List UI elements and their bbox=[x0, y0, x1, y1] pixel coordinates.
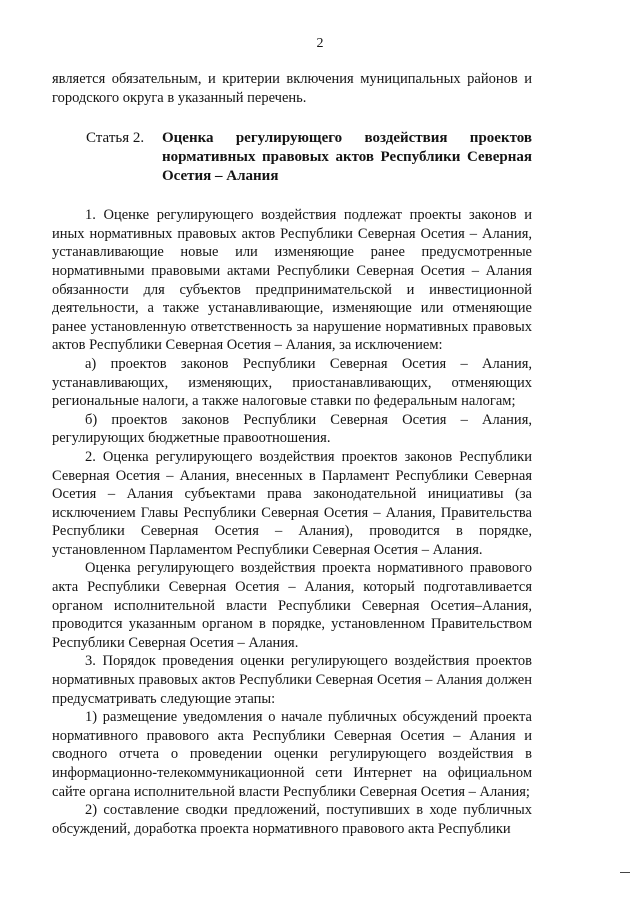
scan-mark bbox=[620, 872, 630, 873]
paragraph-2-cont: Оценка регулирующего воздействия проекта нормативного правового акта Республики Северная Осетия – Алания, который подготавливается органом исполнительной власти Республики Северная Осетия–Алания, проводится указанным органом в порядке, установленном Правительством Республики Северная Осетия – Алания. bbox=[52, 560, 532, 651]
paragraph-2: 2. Оценка регулирующего воздействия проектов законов Республики Северная Осетия – Алания, внесенных в Парламент Республики Северная Осетия – Алания субъектами права законодательной инициативы (за исключением Главы Республики Северная Осетия – Алания, Правительства Республики Северная Осетия – Алания), проводится в порядке, установленном Парламентом Республики Северная Осетия – Алания. bbox=[52, 448, 532, 558]
paragraph-continued: является обязательным, и критерии включения муниципальных районов и городского округа в указанный перечень. bbox=[52, 71, 532, 106]
paragraph-1b: б) проектов законов Республики Северная Осетия – Алания, регулирующих бюджетные правоотношения. bbox=[52, 411, 532, 447]
document-body bbox=[52, 70, 532, 838]
page-number: 2 bbox=[316, 36, 324, 51]
article-title: Оценка регулирующего воздействия проектов нормативных правовых актов Республики Северная Осетия – Алания bbox=[162, 130, 532, 185]
article-label: Статья 2. bbox=[86, 130, 145, 147]
paragraph-1: 1. Оценке регулирующего воздействия подлежат проекты законов и иных нормативных правовых актов Республики Северная Осетия – Алания, устанавливающие новые или изменяющие ранее предусмотренные нормативными правовыми актами Республики Северная Осетия – Алания обязанности для субъектов предпринимательской и инвестиционной деятельности, а также устанавливающие, изменяющие или отменяющие ранее установленную ответственность за нарушение нормативных правовых актов Республики Северная Осетия – Алания, за исключением: bbox=[52, 207, 532, 354]
paragraph-3-2: 2) составление сводки предложений, поступивших в ходе публичных обсуждений, доработка проекта нормативного правового акта Республики bbox=[52, 802, 532, 837]
paragraph-1a: а) проектов законов Республики Северная Осетия – Алания, устанавливающих, изменяющих, приостанавливающих, отменяющих региональные налоги, а также налоговые ставки по федеральным налогам; bbox=[52, 355, 532, 410]
paragraph-3: 3. Порядок проведения оценки регулирующего воздействия проектов нормативных правовых актов Республики Северная Осетия – Алания должен предусматривать следующие этапы: bbox=[52, 653, 532, 707]
article-heading bbox=[52, 129, 532, 186]
paragraph-3-1: 1) размещение уведомления о начале публичных обсуждений проекта нормативного правового акта Республики Северная Осетия – Алания и сводного отчета о проведении оценки регулирующего воздействия в информационно-телекоммуникационной сети Интернет на официальном сайте органа исполнительной власти Республики Северная Осетия – Алания; bbox=[52, 709, 532, 800]
